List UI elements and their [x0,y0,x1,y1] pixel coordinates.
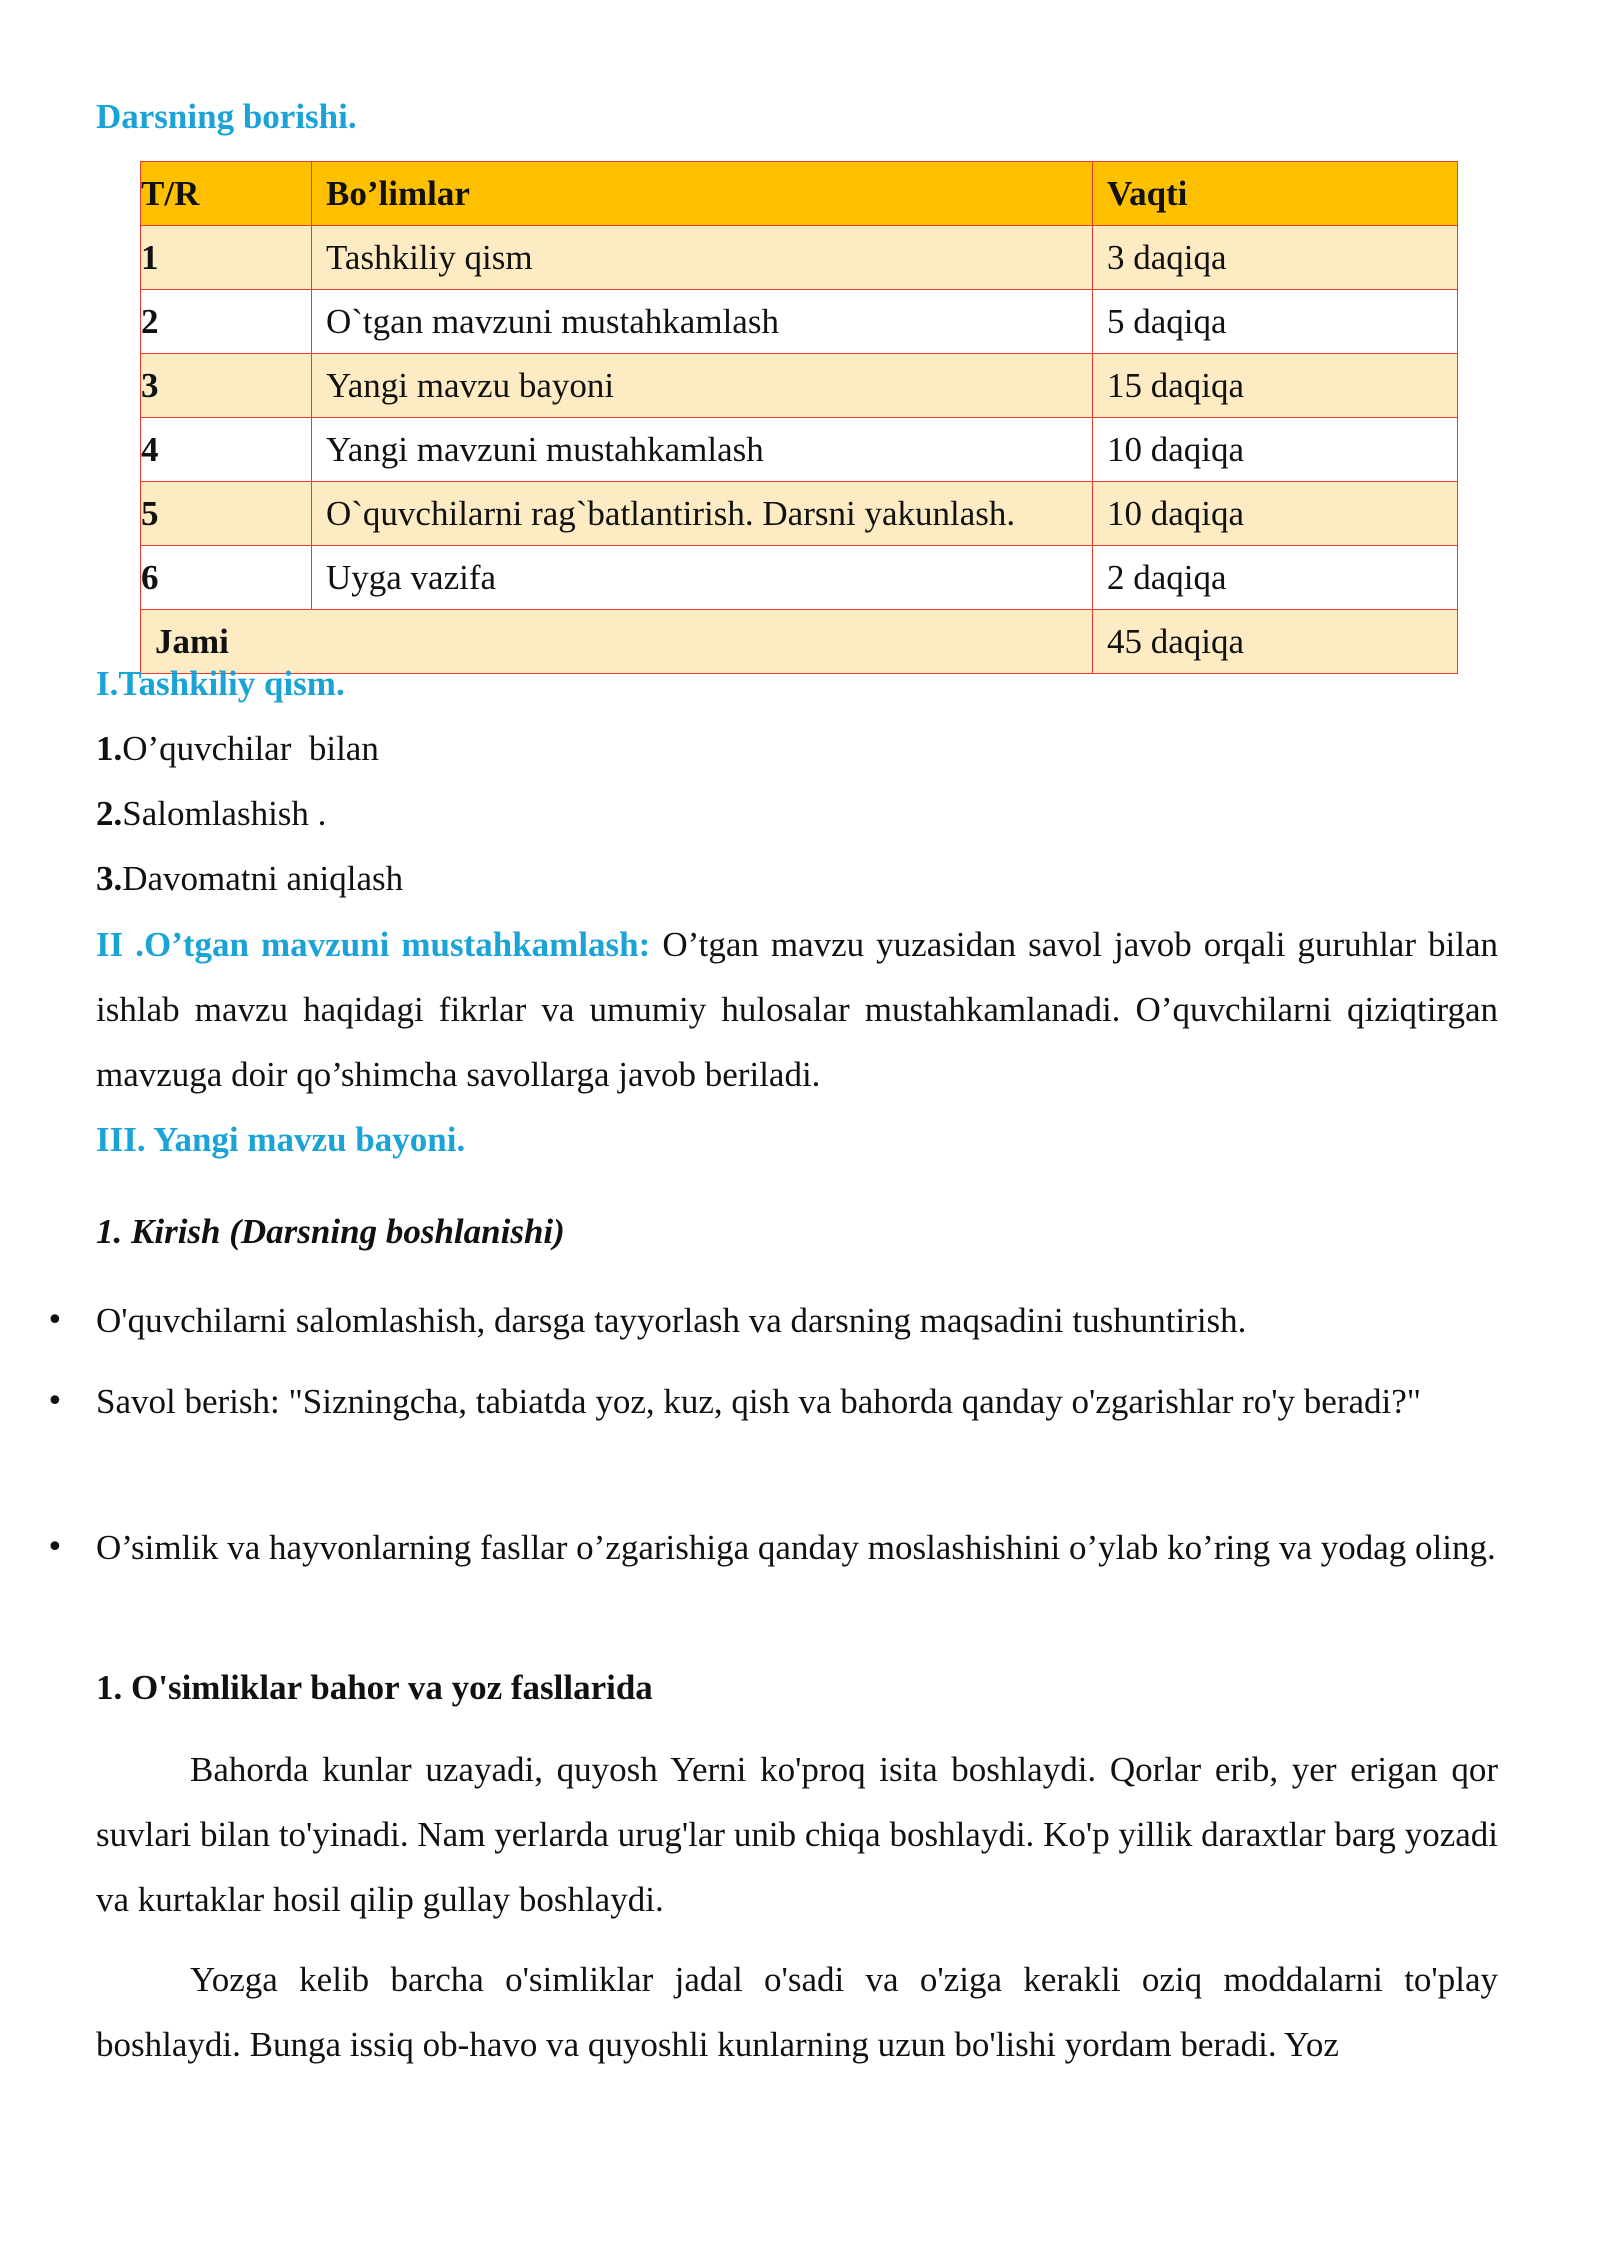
bullet-text: O'quvchilarni salomlashish, darsga tayyorlash va darsning maqsadini tushuntirish. [96,1301,1247,1340]
heading-osimliklar: 1. O'simliklar bahor va yoz fasllarida [96,1668,653,1707]
table-row [141,418,1458,482]
row-time: 5 daqiqa [1093,290,1458,354]
bullet-item [46,1369,1498,1434]
paragraph: Yozga kelib barcha o'simliklar jadal o'sadi va o'ziga kerakli oziq moddalarni to'play boshlaydi. Bunga issiq ob-havo va quyoshli kunlarning uzun bo'lishi yordam beradi. Yoz [96,1960,1498,2064]
heading-tashkiliy-qism: I.Tashkiliy qism. [96,664,345,703]
header-vaqti: Vaqti [1093,162,1458,226]
bullet-icon: • [46,1384,64,1419]
table-row [141,546,1458,610]
section-otgan-mavzu [96,912,1498,1107]
row-time: 15 daqiqa [1093,354,1458,418]
bullet-item [46,1288,1498,1353]
bullet-item [46,1515,1498,1580]
lesson-plan-table [140,161,1458,674]
row-section: Tashkiliy qism [312,226,1093,290]
list-item [96,728,379,770]
list-item [96,858,403,900]
row-number: 3 [141,354,312,418]
heading-kirish: 1. Kirish (Darsning boshlanishi) [96,1212,565,1251]
total-label: Jami [141,610,1093,674]
row-number: 5 [141,482,312,546]
row-time: 2 daqiqa [1093,546,1458,610]
list-item-number: 2. [96,794,123,833]
list-item-number: 1. [96,729,123,768]
list-item-number: 3. [96,859,123,898]
row-section: O`tgan mavzuni mustahkamlash [312,290,1093,354]
heading-darsning-borishi: Darsning borishi. [96,97,357,136]
bullet-icon: • [46,1530,64,1565]
list-item [96,793,326,835]
row-number: 2 [141,290,312,354]
bullet-icon: • [46,1303,64,1338]
row-number: 4 [141,418,312,482]
total-time: 45 daqiqa [1093,610,1458,674]
row-section: Uyga vazifa [312,546,1093,610]
list-item-text: O’quvchilar bilan [122,729,379,768]
row-number: 1 [141,226,312,290]
row-number: 6 [141,546,312,610]
table-header-row [141,162,1458,226]
paragraph: Bahorda kunlar uzayadi, quyosh Yerni ko'proq isita boshlaydi. Qorlar erib, yer erigan qor suvlari bilan to'yinadi. Nam yerlarda urug'lar unib chiqa boshlaydi. Ko'p yillik daraxtlar barg yozadi va kurtaklar hosil qilip gullay boshlaydi. [96,1750,1498,1919]
header-tr: T/R [141,162,312,226]
list-item-text: Salomlashish . [122,794,327,833]
table-row [141,290,1458,354]
row-time: 10 daqiqa [1093,418,1458,482]
row-section: Yangi mavzu bayoni [312,354,1093,418]
row-section: Yangi mavzuni mustahkamlash [312,418,1093,482]
heading-otgan-mavzu: II .O’tgan mavzuni mustahkamlash: [96,925,651,964]
bullet-text: Savol berish: "Sizningcha, tabiatda yoz, kuz, qish va bahorda qanday o'zgarishlar ro'y beradi?" [96,1382,1422,1421]
heading-yangi-mavzu-bayoni: III. Yangi mavzu bayoni. [96,1120,466,1159]
header-bolimlar: Bo’limlar [312,162,1093,226]
bullet-text: O’simlik va hayvonlarning fasllar o’zgarishiga qanday moslashishini o’ylab ko’ring va yodag oling. [96,1528,1496,1567]
section-otgan-mavzu-text: O’tgan mavzu yuzasidan savol javob orqali guruhlar bilan ishlab mavzu haqidagi fikrlar va umumiy hulosalar mustahkamlanadi. O’quvchilarni qiziqtirgan mavzuga doir qo’shimcha savollarga javob beriladi. [96,925,1498,1094]
row-time: 3 daqiqa [1093,226,1458,290]
table-row [141,354,1458,418]
table-row [141,482,1458,546]
row-section: O`quvchilarni rag`batlantirish. Darsni yakunlash. [312,482,1093,546]
table-row [141,226,1458,290]
row-time: 10 daqiqa [1093,482,1458,546]
list-item-text: Davomatni aniqlash [122,859,404,898]
